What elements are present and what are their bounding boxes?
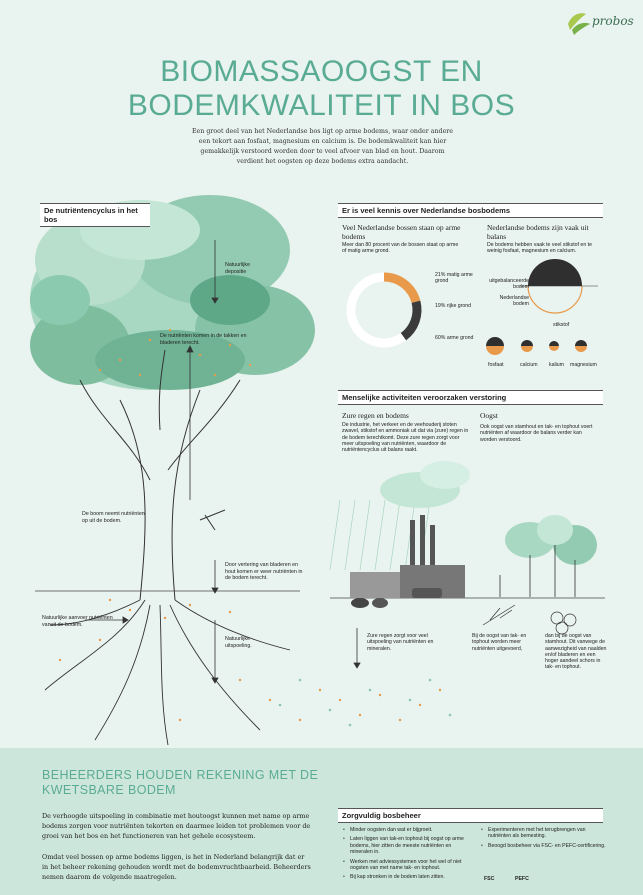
care-list-right — [480, 827, 608, 852]
donut-slice — [351, 277, 403, 343]
intro-paragraph: Een groot deel van het Nederlandse bos ligt op arme bodems, waar onder andere een tekort aan fosfaat, magnesium en calcium is. De bodemkwaliteit kan hier gemakkelijk verstoord worden door te veel afvoer van blad en hout. Daarom verdient het oogsten op deze bodems extra aandacht. — [191, 128, 454, 165]
harvest-stem-label: dan bij de oogst van stamhout. Dit vanwege de aanwezigheid van naalden en/of bladeren en een hoger aandeel schors in tak- en tophout. — [545, 633, 607, 671]
pefc-label: PEFC — [515, 876, 529, 882]
donut-label-rich: 19% rijke grond — [435, 303, 472, 309]
managers-paragraph-2: Omdat veel bossen op arme bodems liggen, is het in Nederland belangrijk dat er in het beheer rekening gehouden wordt met de bodemvruchtbaarheid. Beheerders nemen daarom de volgende maatregelen. — [42, 853, 311, 881]
human-heading: Menselijke activiteiten veroorzaken verstoring — [338, 390, 603, 405]
donut-slice — [403, 302, 417, 337]
harvest-desc: Ook oogst van stamhout en tak- en tophout voert nutriënten af waardoor de balans verder kan worden verstoord. — [480, 424, 593, 443]
page-title-line2: BODEMKWALITEIT IN BOS — [127, 89, 516, 122]
label-uptake: De boom neemt nutriënten op uit de bodem. — [82, 511, 145, 524]
donut-label-poor: 60% arme grond — [435, 335, 474, 341]
care-item: • Beoogd bosbeheer via FSC- en PEFC-certificering. — [488, 843, 608, 849]
donut-label-moderate: 21% matig arme grond — [435, 272, 473, 285]
harvest-tops-label: Bij de oogst van tak- en tophout worden meer nutriënten uitgevoerd, — [472, 633, 527, 652]
donut-slice — [384, 277, 416, 302]
label-deposition: Natuurlijke depositie — [225, 262, 251, 275]
acid-leach-label: Zure regen zorgt voor veel uitspoeling van nutriënten en mineralen. — [367, 633, 434, 652]
label-weathering: Natuurlijke aanvoer nutriënten vanuit de bodem. — [42, 615, 113, 628]
nutrient-magnesium: magnesium — [570, 362, 597, 368]
green-dots — [279, 679, 452, 727]
logo-leaves-icon — [568, 13, 590, 35]
managers-heading: BEHEERDERS HOUDEN REKENING MET DE KWETSBARE BODEM — [42, 768, 319, 797]
stikstof-label: stikstof — [553, 322, 570, 328]
harvest-title: Oogst — [480, 411, 498, 420]
poor-soil-title: Veel Nederlandse bossen staan op arme bodems — [342, 223, 461, 241]
care-item: • Werken met adviessystemen voor het wel of niet oogsten van met name tak- en tophout. — [350, 859, 475, 872]
care-list-left — [342, 827, 475, 884]
page-title-line1: BIOMASSAOOGST EN — [160, 55, 483, 88]
label-leaching: Natuurlijke uitspoeling. — [225, 636, 252, 649]
balance-title: Nederlandse bodems zijn vaak uit balans — [487, 223, 589, 241]
knowledge-heading: Er is veel kennis over Nederlandse bosbodems — [338, 203, 603, 218]
soil-donut-chart — [351, 277, 417, 343]
label-decay: Door vertering van bladeren en hout komen er weer nutriënten in de bodem terecht. — [225, 562, 303, 581]
balance-desc: De bodems hebben vaak te veel stikstof en te weinig fosfaat, magnesium en calcium. — [487, 242, 592, 255]
fsc-label: FSC — [484, 876, 495, 882]
industry-scene — [330, 461, 470, 608]
harvest-trees — [483, 515, 597, 634]
managers-paragraph-1: De verhoogde uitspoeling in combinatie met houtoogst kunnen met name op arme bodems zorgen voor nutriënten tekorten en daarmee leiden tot problemen voor de groei van het bos en het functioneren van het gehele ecosysteem. — [42, 812, 311, 840]
care-item: • Minder oogsten dan wat er bijgroeit. — [350, 827, 475, 833]
nutrient-fosfaat: fosfaat — [488, 362, 504, 368]
logo — [592, 14, 634, 28]
cycle-heading: De nutriëntencyclus in het bos — [40, 203, 150, 227]
label-twigs: De nutriënten komen in de takken en bladeren terecht. — [160, 333, 247, 346]
care-item: • Laten liggen van tak-en tophout bij oogst op arme bodems, hier zitten de meeste nutriënten en mineralen in. — [350, 836, 475, 855]
nutrient-calcium: calcium — [520, 362, 538, 368]
poor-soil-desc: Meer dan 80 procent van de bossen staat op arme of matig arme grond. — [342, 242, 459, 255]
acid-rain-desc: De industrie, het verkeer en de veehouderij stoten zwavel, stikstof en ammoniak uit dat via (zure) regen in de bodem terechtkomt. Deze zure regen zorgt voor meer uitspoeling van nutriënten, waardoor de nutriëntencyclus uit balans raakt. — [342, 422, 469, 454]
care-item: • Bij kap stronken in de bodem laten zitten. — [350, 874, 475, 880]
logo-text: probos — [592, 14, 634, 28]
balanced-soil-label: uitgebalanceerde bodem — [489, 278, 529, 291]
care-heading: Zorgvuldig bosbeheer — [338, 808, 603, 823]
tree-trunk — [80, 350, 240, 600]
acid-rain-title: Zure regen en bodems — [342, 411, 409, 420]
care-item: • Experimenteren met het terugbrengen van nutriënten als bemesting. — [488, 827, 608, 840]
dutch-soil-label: Nederlandse bodem — [499, 295, 529, 308]
nutrient-kalium: kalium — [549, 362, 564, 368]
nutrient-dots — [59, 329, 441, 721]
